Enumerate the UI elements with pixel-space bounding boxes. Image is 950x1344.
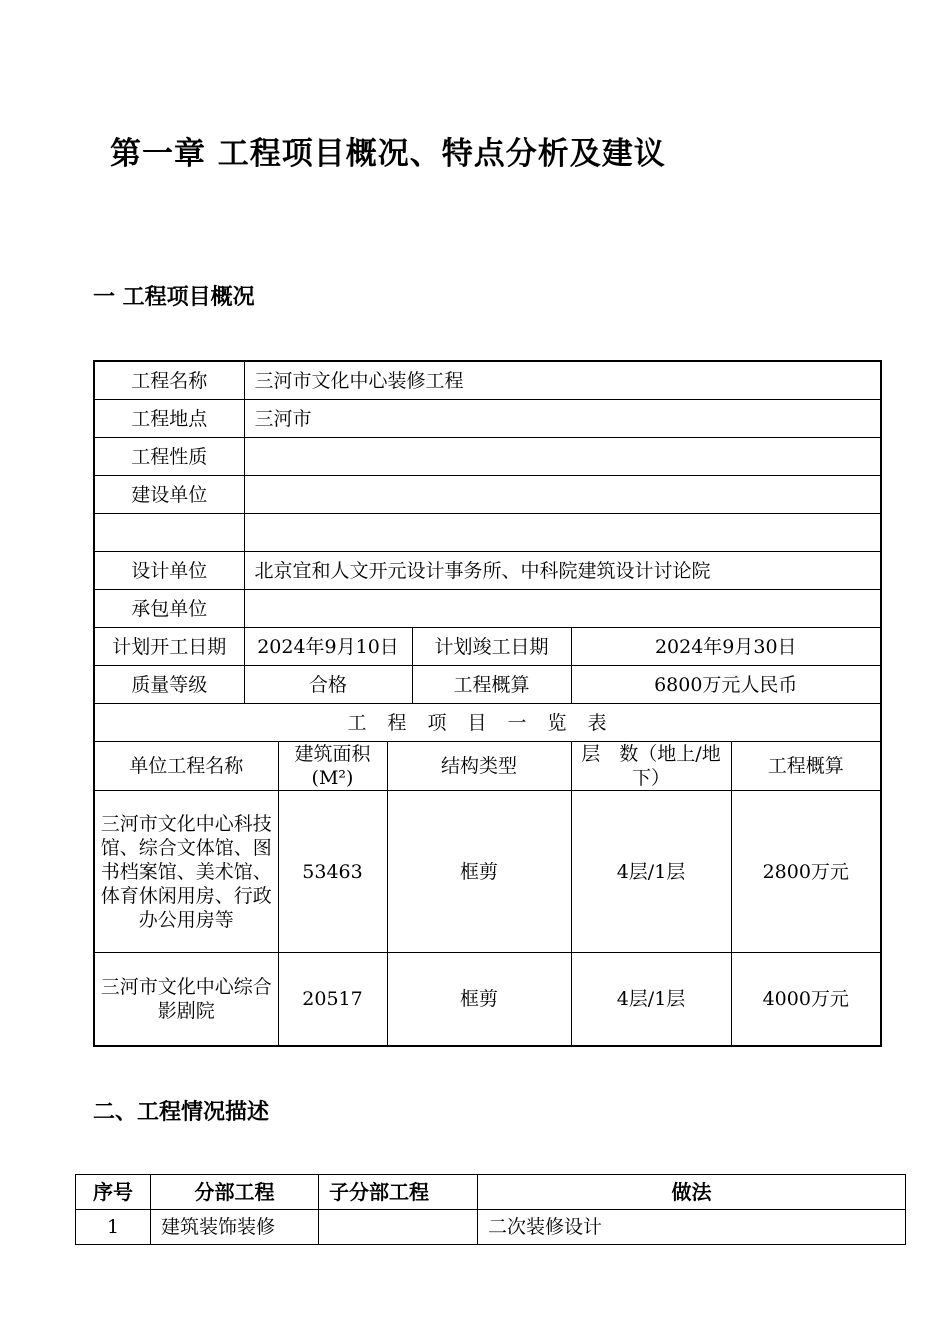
label-owner: 建设单位 [94,476,244,514]
label-budget: 工程概算 [412,666,571,704]
value-quality: 合格 [244,666,412,704]
project-description-table [75,1174,906,1245]
section-title-overview: 一 工程项目概况 [93,285,255,310]
value-end-date: 2024年9月30日 [571,628,881,666]
cell-division: 建筑装饰装修 [151,1210,319,1245]
value-contractor [244,590,881,628]
value-owner [244,476,881,514]
overview-table-title: 工程项目一览表 [94,704,881,742]
table-row [94,791,881,953]
project-info-table [93,360,882,1047]
row-contractor [94,590,881,628]
desc-header-row [76,1175,906,1210]
cell-method: 二次装修设计 [478,1210,906,1245]
label-blank [94,514,244,552]
value-blank [244,514,881,552]
row-owner [94,476,881,514]
row-quality-budget [94,666,881,704]
header-structure: 结构类型 [387,742,571,791]
value-project-nature [244,438,881,476]
value-project-name: 三河市文化中心装修工程 [244,361,881,400]
header-unit-name: 单位工程名称 [94,742,278,791]
cell-budget: 2800万元 [731,791,881,953]
chapter-title: 第一章 工程项目概况、特点分析及建议 [110,136,666,172]
row-designer [94,552,881,590]
label-quality: 质量等级 [94,666,244,704]
row-project-nature [94,438,881,476]
value-start-date: 2024年9月10日 [244,628,412,666]
cell-area: 53463 [278,791,387,953]
label-end-date: 计划竣工日期 [412,628,571,666]
cell-no: 1 [76,1210,151,1245]
header-method: 做法 [478,1175,906,1210]
row-project-name [94,361,881,400]
header-no: 序号 [76,1175,151,1210]
value-budget: 6800万元人民币 [571,666,881,704]
label-project-location: 工程地点 [94,400,244,438]
cell-floors: 4层/1层 [571,953,731,1046]
cell-structure: 框剪 [387,953,571,1046]
overview-header-row [94,742,881,791]
label-project-name: 工程名称 [94,361,244,400]
header-floors: 层 数（地上/地下） [571,742,731,791]
cell-unit-name: 三河市文化中心科技馆、综合文体馆、图书档案馆、美术馆、体育休闲用房、行政办公用房等 [94,791,278,953]
cell-unit-name: 三河市文化中心综合影剧院 [94,953,278,1046]
header-subdivision: 子分部工程 [319,1175,478,1210]
value-designer: 北京宜和人文开元设计事务所、中科院建筑设计讨论院 [244,552,881,590]
row-blank [94,514,881,552]
cell-subdivision [319,1210,478,1245]
label-designer: 设计单位 [94,552,244,590]
header-area: 建筑面积(M²) [278,742,387,791]
cell-area: 20517 [278,953,387,1046]
table-row [76,1210,906,1245]
cell-structure: 框剪 [387,791,571,953]
value-project-location: 三河市 [244,400,881,438]
cell-budget: 4000万元 [731,953,881,1046]
header-budget: 工程概算 [731,742,881,791]
row-project-location [94,400,881,438]
cell-floors: 4层/1层 [571,791,731,953]
header-division: 分部工程 [151,1175,319,1210]
row-overview-title [94,704,881,742]
label-project-nature: 工程性质 [94,438,244,476]
label-start-date: 计划开工日期 [94,628,244,666]
label-contractor: 承包单位 [94,590,244,628]
table-row [94,953,881,1046]
row-schedule [94,628,881,666]
section-title-description: 二、工程情况描述 [93,1100,270,1125]
